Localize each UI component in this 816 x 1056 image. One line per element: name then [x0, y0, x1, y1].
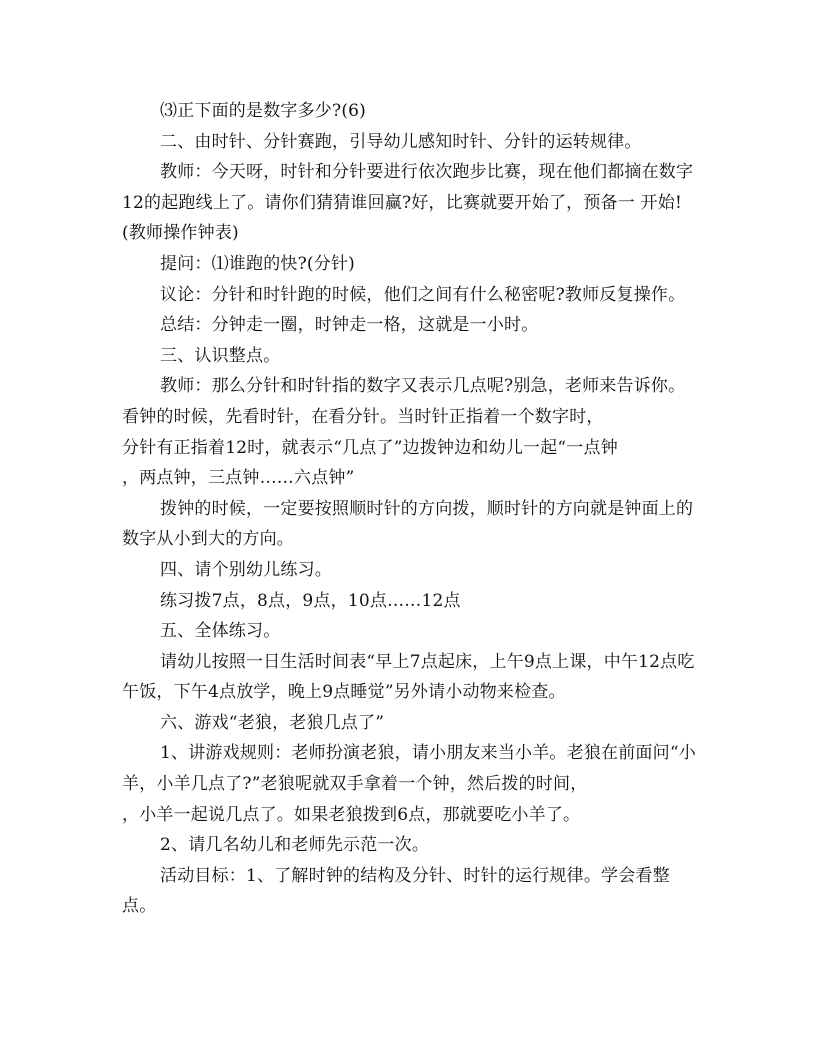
paragraph-teacher-hour: 教师：那么分针和时针指的数字又表示几点呢?别急，老师来告诉你。看钟的时候，先看时针，在看分针。当时针正指着一个数字时， [122, 376, 686, 427]
paragraph-daily-schedule: 请幼儿按照一日生活时间表“早上7点起床，上午9点上课，中午12点吃午饭，下午4点放学，晚上9点睡觉”另外请小动物来检查。 [122, 651, 695, 703]
paragraph-section-5-heading: 五、全体练习。 [160, 621, 281, 642]
paragraph-activity-goal: 活动目标：1、了解时钟的结构及分针、时针的运行规律。学会看整点。 [122, 865, 670, 917]
paragraph-hour-continued: 分针有正指着12时，就表示“几点了”边拨钟边和幼儿一起“一点钟 [122, 437, 618, 458]
paragraph-section-2-heading: 二、由时针、分针赛跑，引导幼儿感知时针、分针的运转规律。 [160, 131, 642, 152]
paragraph-section-6-heading: 六、游戏“老狼，老狼几点了” [160, 712, 385, 733]
paragraph-discussion: 议论：分针和时针跑的时候，他们之间有什么秘密呢?教师反复操作。 [160, 284, 686, 305]
paragraph-game-rules-end: ，小羊一起说几点了。如果老狼拨到6点，那就要吃小羊了。 [122, 804, 581, 825]
document-body [122, 96, 697, 922]
paragraph-question-1: 提问：⑴谁跑的快?(分针) [160, 253, 355, 274]
paragraph-section-3-heading: 三、认识整点。 [160, 345, 281, 366]
paragraph-game-rules: 1、讲游戏规则：老师扮演老狼，请小朋友来当小羊。老狼在前面问“小羊，小羊几点了?”老狼呢就双手拿着一个钟，然后拨的时间， [122, 743, 696, 795]
paragraph-practice-hours: 练习拨7点，8点，9点，10点……12点 [160, 590, 461, 611]
paragraph-question-3: ⑶正下面的是数字多少?(6) [160, 101, 366, 121]
paragraph-demo: 2、请几名幼儿和老师先示范一次。 [160, 835, 430, 856]
paragraph-section-4-heading: 四、请个别幼儿练习。 [160, 559, 332, 580]
paragraph-clockwise: 拨钟的时候，一定要按照顺时针的方向拨，顺时针的方向就是钟面上的数字从小到大的方向。 [122, 498, 694, 550]
paragraph-teacher-race: 教师：今天呀，时针和分针要进行依次跑步比赛，现在他们都摘在数字12的起跑线上了。请你们猜猜谁回赢?好，比赛就要开始了，预备一 开始!(教师操作钟表) [122, 162, 694, 244]
paragraph-hour-end: ，两点钟，三点钟……六点钟” [122, 468, 355, 489]
paragraph-summary: 总结：分钟走一圈，时钟走一格，这就是一小时。 [160, 315, 539, 336]
